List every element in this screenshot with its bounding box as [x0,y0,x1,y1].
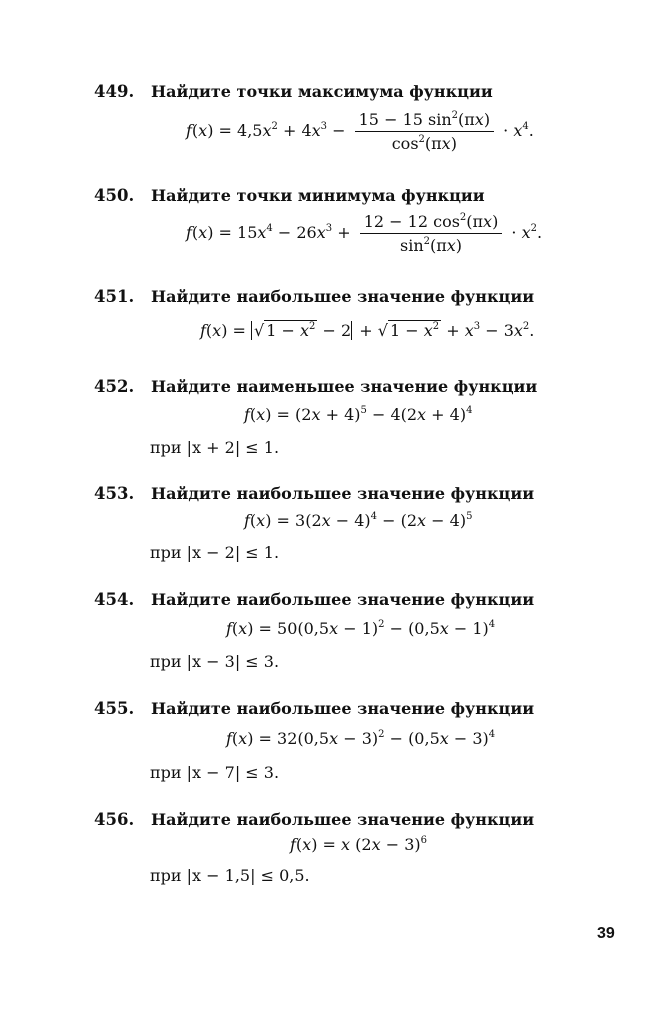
problem-number: 452. [94,377,135,396]
formula-451: f(x) = √ $1 - x^2 - 2$ + √ $1 - x^2 + x^3 - 3x^2$. [200,321,535,340]
problem-statement: Найдите наибольшее значение функции [151,287,535,306]
formula-450: $f(x) = 15x^4 - 26x^3$ + $\frac{12 - 12 \cos^2(\pi x)}{\sin^2(\pi x)}$ · $x^2$. [186,212,543,255]
formula-453: $f(x) = 3(2x - 4)^4 - (2x - 4)^5$ [244,511,473,530]
problem-condition: при |x − 3| ≤ 3. [150,652,280,671]
problem-statement: Найдите наименьшее значение функции [151,377,538,396]
problem-number: 455. [94,699,135,718]
page-number: 39 [597,925,615,942]
problem-number: 449. [94,82,135,101]
formula-452: $f(x) = (2x + 4)^5 - 4(2x + 4)^4$ [244,405,473,424]
problem-number: 451. [94,287,135,306]
problem-number: 453. [94,484,135,503]
problem-condition: при |x − 2| ≤ 1. [150,543,280,562]
problem-condition: при |x − 1,5| ≤ 0,5. [150,866,310,885]
problem-condition: при |x + 2| ≤ 1. [150,438,280,457]
formula-449: $f(x) = 4,5x^2 + 4x^3$ − $\frac{15 - 15 \sin^2(\pi x)}{\cos^2(\pi x)}$ · $x^4$. [186,110,534,153]
problem-statement: Найдите наибольшее значение функции [151,484,535,503]
problem-condition: при |x − 7| ≤ 3. [150,763,280,782]
formula-454: $f(x) = 50(0,5x - 1)^2 - (0,5x - 1)^4$ [226,619,496,638]
problem-statement: Найдите точки минимума функции [151,186,485,205]
problem-number: 450. [94,186,135,205]
problem-statement: Найдите наибольшее значение функции [151,699,535,718]
formula-456: f(x) = x $(2x - 3)^6$ [290,835,427,854]
formula-455: $f(x) = 32(0,5x - 3)^2 - (0,5x - 3)^4$ [226,729,496,748]
problem-statement: Найдите наибольшее значение функции [151,810,535,829]
problem-statement: Найдите наибольшее значение функции [151,590,535,609]
problem-number: 454. [94,590,135,609]
problem-statement: Найдите точки максимума функции [151,82,493,101]
problem-number: 456. [94,810,135,829]
